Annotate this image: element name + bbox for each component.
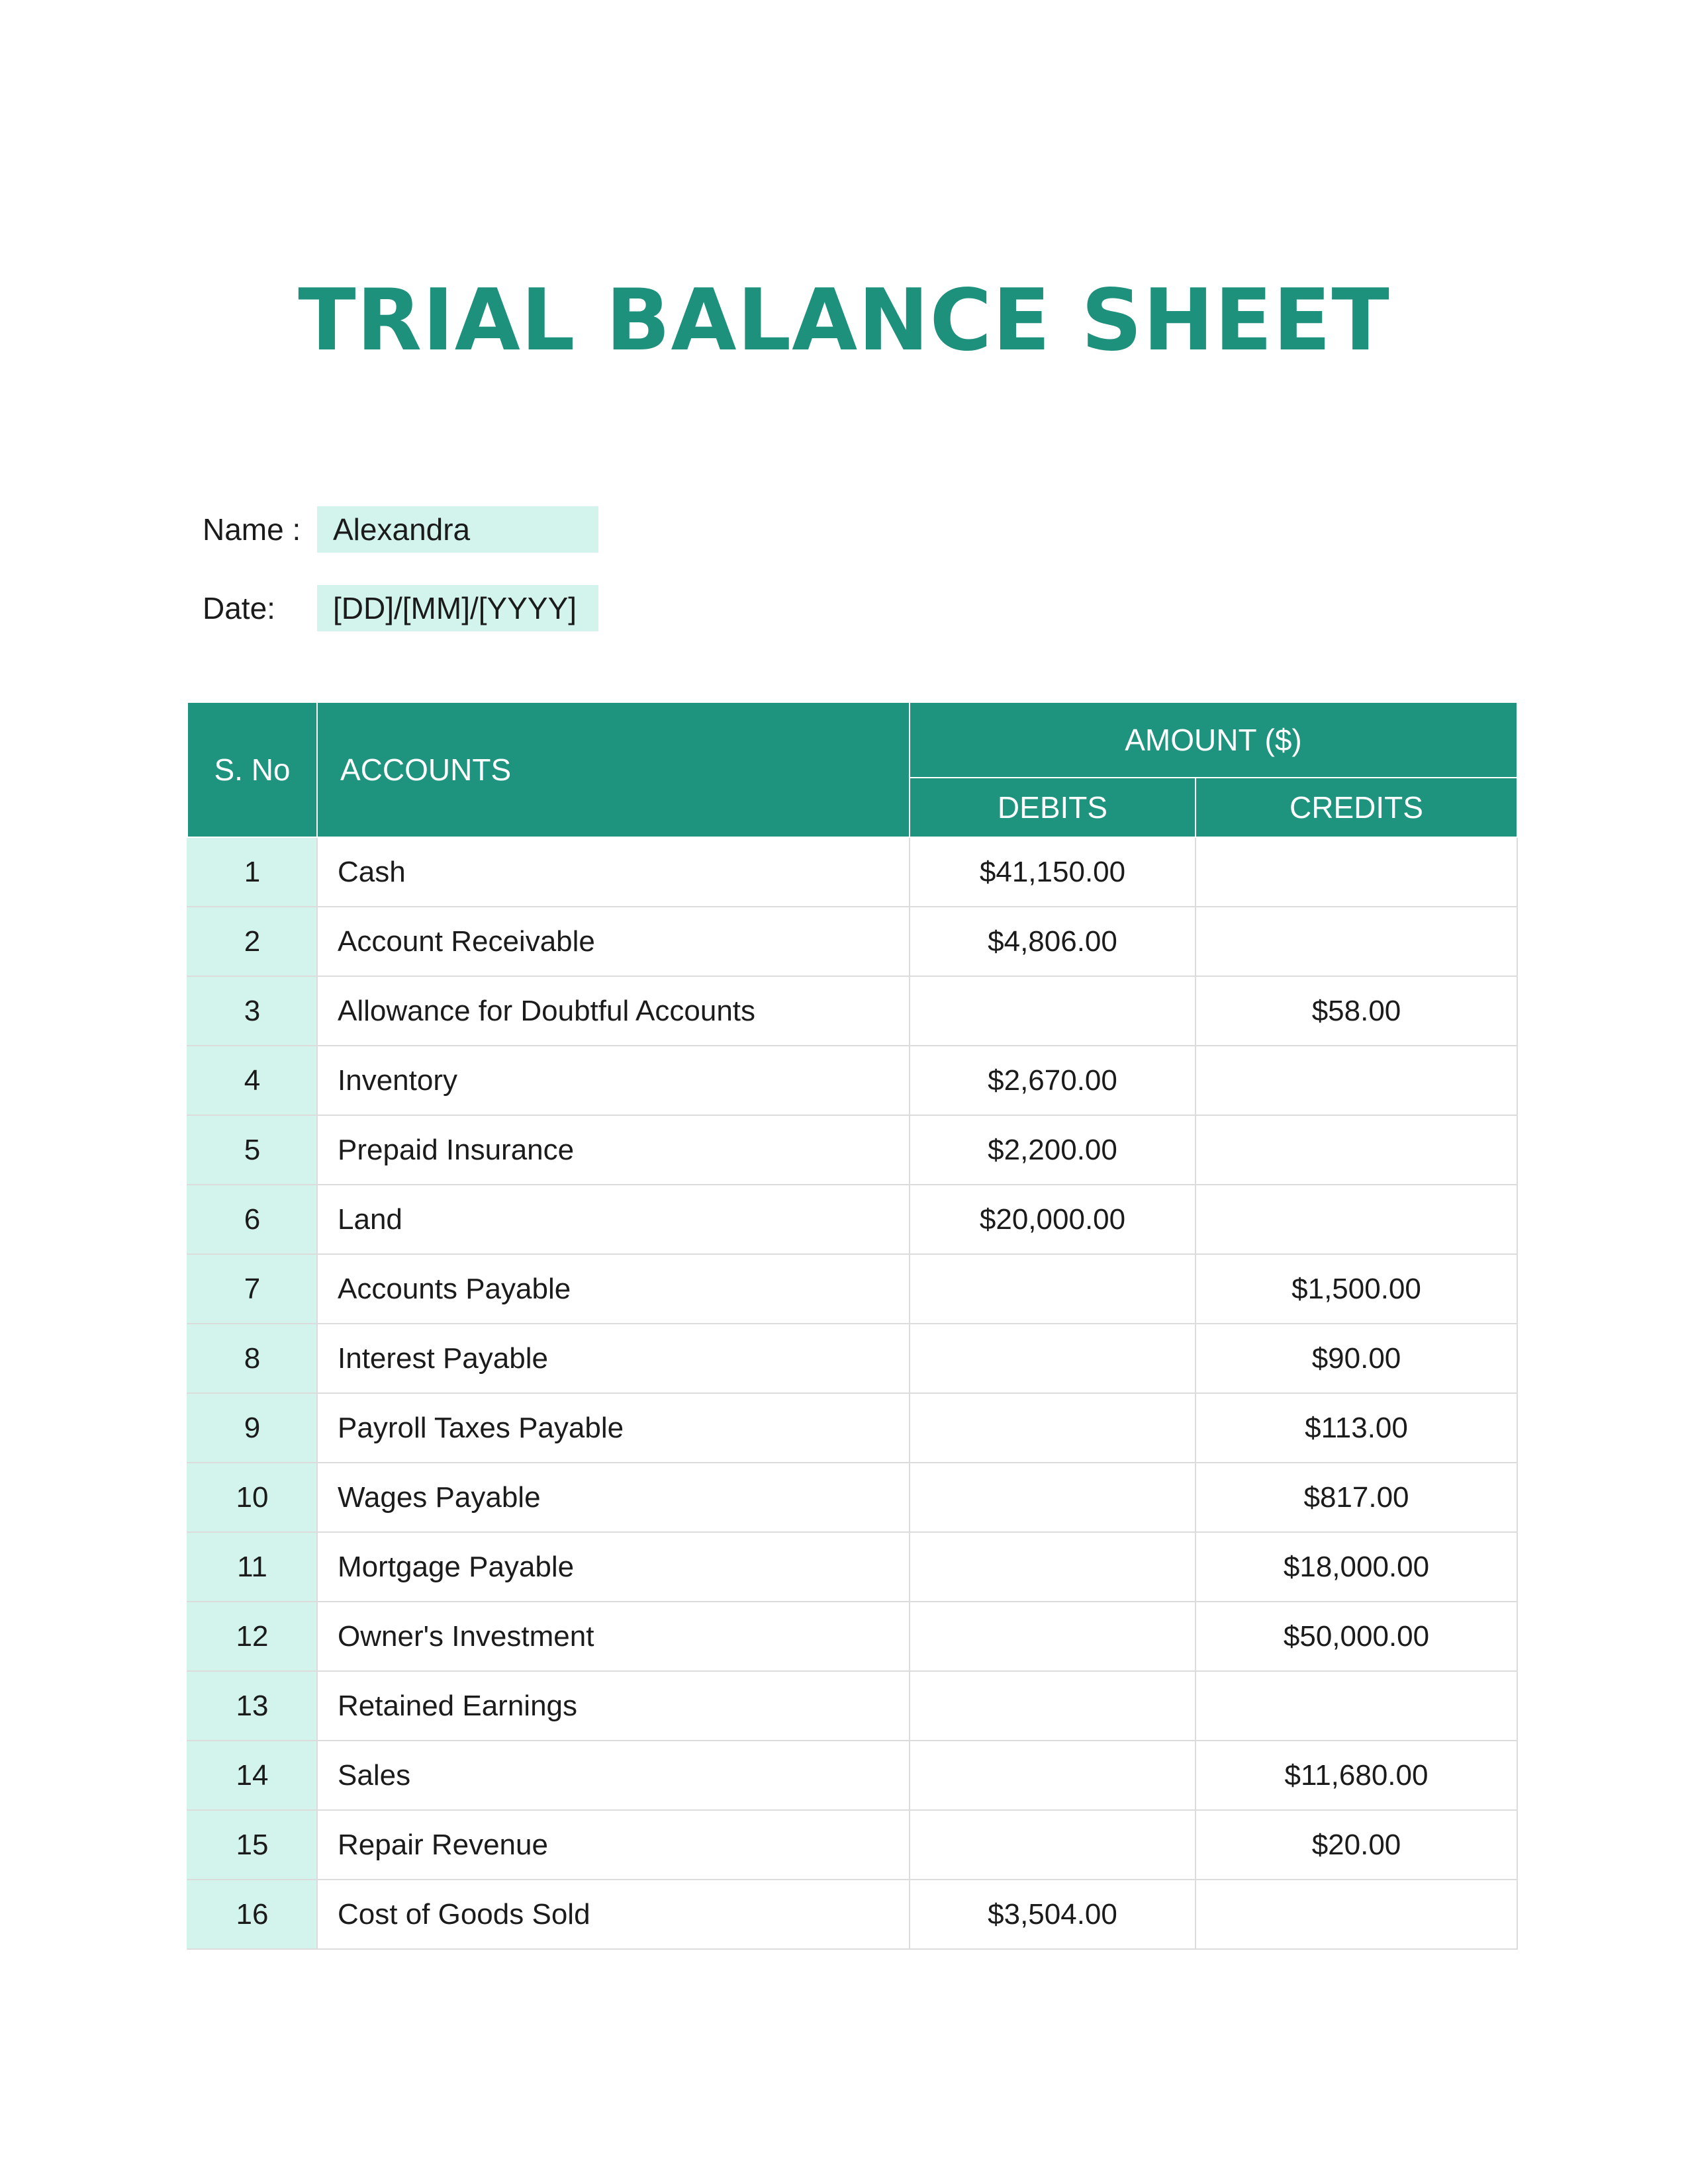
row-debit: $41,150.00	[910, 837, 1196, 907]
row-account: Interest Payable	[317, 1324, 910, 1393]
table-row	[187, 1671, 1517, 1741]
row-account: Retained Earnings	[317, 1671, 910, 1741]
row-debit	[910, 976, 1196, 1046]
row-sno: 9	[187, 1393, 317, 1463]
row-debit	[910, 1532, 1196, 1602]
row-credit: $20.00	[1196, 1810, 1517, 1880]
row-sno: 7	[187, 1254, 317, 1324]
row-account: Payroll Taxes Payable	[317, 1393, 910, 1463]
row-account: Mortgage Payable	[317, 1532, 910, 1602]
row-account: Account Receivable	[317, 907, 910, 976]
header-sno: S. No	[187, 702, 317, 837]
table-row	[187, 1602, 1517, 1671]
row-sno: 4	[187, 1046, 317, 1115]
table-row	[187, 1880, 1517, 1949]
table-row	[187, 1741, 1517, 1810]
table-row	[187, 907, 1517, 976]
header-amount: AMOUNT ($)	[910, 702, 1517, 778]
table-row	[187, 1185, 1517, 1254]
row-credit	[1196, 1046, 1517, 1115]
row-account: Wages Payable	[317, 1463, 910, 1532]
row-credit: $50,000.00	[1196, 1602, 1517, 1671]
name-field[interactable]: Alexandra	[317, 506, 598, 553]
row-credit: $113.00	[1196, 1393, 1517, 1463]
row-sno: 12	[187, 1602, 317, 1671]
table-row	[187, 1393, 1517, 1463]
table-row	[187, 976, 1517, 1046]
row-sno: 16	[187, 1880, 317, 1949]
row-account: Allowance for Doubtful Accounts	[317, 976, 910, 1046]
page-title: TRIAL BALANCE SHEET	[298, 271, 1390, 370]
table-row	[187, 1254, 1517, 1324]
header-debits: DEBITS	[910, 778, 1196, 837]
table-row	[187, 1046, 1517, 1115]
header-accounts: ACCOUNTS	[317, 702, 910, 837]
row-debit	[910, 1741, 1196, 1810]
table-row	[187, 837, 1517, 907]
header-credits: CREDITS	[1196, 778, 1517, 837]
row-debit	[910, 1671, 1196, 1741]
row-debit	[910, 1254, 1196, 1324]
row-credit: $1,500.00	[1196, 1254, 1517, 1324]
row-account: Sales	[317, 1741, 910, 1810]
table-row	[187, 1810, 1517, 1880]
row-debit	[910, 1810, 1196, 1880]
row-sno: 1	[187, 837, 317, 907]
row-credit: $58.00	[1196, 976, 1517, 1046]
trial-balance-table	[187, 702, 1518, 1950]
row-debit	[910, 1602, 1196, 1671]
row-sno: 2	[187, 907, 317, 976]
row-account: Inventory	[317, 1046, 910, 1115]
row-debit	[910, 1463, 1196, 1532]
row-debit: $3,504.00	[910, 1880, 1196, 1949]
row-credit	[1196, 1880, 1517, 1949]
date-label: Date:	[203, 591, 275, 625]
row-sno: 3	[187, 976, 317, 1046]
row-credit	[1196, 1185, 1517, 1254]
row-sno: 15	[187, 1810, 317, 1880]
row-sno: 5	[187, 1115, 317, 1185]
row-credit: $817.00	[1196, 1463, 1517, 1532]
row-account: Cost of Goods Sold	[317, 1880, 910, 1949]
row-sno: 6	[187, 1185, 317, 1254]
date-field[interactable]: [DD]/[MM]/[YYYY]	[317, 585, 598, 631]
row-sno: 13	[187, 1671, 317, 1741]
row-credit	[1196, 1115, 1517, 1185]
row-account: Prepaid Insurance	[317, 1115, 910, 1185]
row-sno: 11	[187, 1532, 317, 1602]
table-row	[187, 1115, 1517, 1185]
table-row	[187, 1532, 1517, 1602]
row-credit: $11,680.00	[1196, 1741, 1517, 1810]
row-credit	[1196, 837, 1517, 907]
name-label: Name :	[203, 512, 301, 547]
table-row	[187, 1324, 1517, 1393]
row-account: Cash	[317, 837, 910, 907]
row-sno: 14	[187, 1741, 317, 1810]
row-sno: 8	[187, 1324, 317, 1393]
row-credit	[1196, 1671, 1517, 1741]
table-body	[187, 837, 1517, 1949]
row-credit: $90.00	[1196, 1324, 1517, 1393]
row-account: Repair Revenue	[317, 1810, 910, 1880]
row-credit	[1196, 907, 1517, 976]
row-account: Accounts Payable	[317, 1254, 910, 1324]
row-debit	[910, 1393, 1196, 1463]
row-debit	[910, 1324, 1196, 1393]
row-account: Land	[317, 1185, 910, 1254]
row-debit: $4,806.00	[910, 907, 1196, 976]
table-row	[187, 1463, 1517, 1532]
row-debit: $2,200.00	[910, 1115, 1196, 1185]
row-credit: $18,000.00	[1196, 1532, 1517, 1602]
row-account: Owner's Investment	[317, 1602, 910, 1671]
row-sno: 10	[187, 1463, 317, 1532]
row-debit: $2,670.00	[910, 1046, 1196, 1115]
row-debit: $20,000.00	[910, 1185, 1196, 1254]
